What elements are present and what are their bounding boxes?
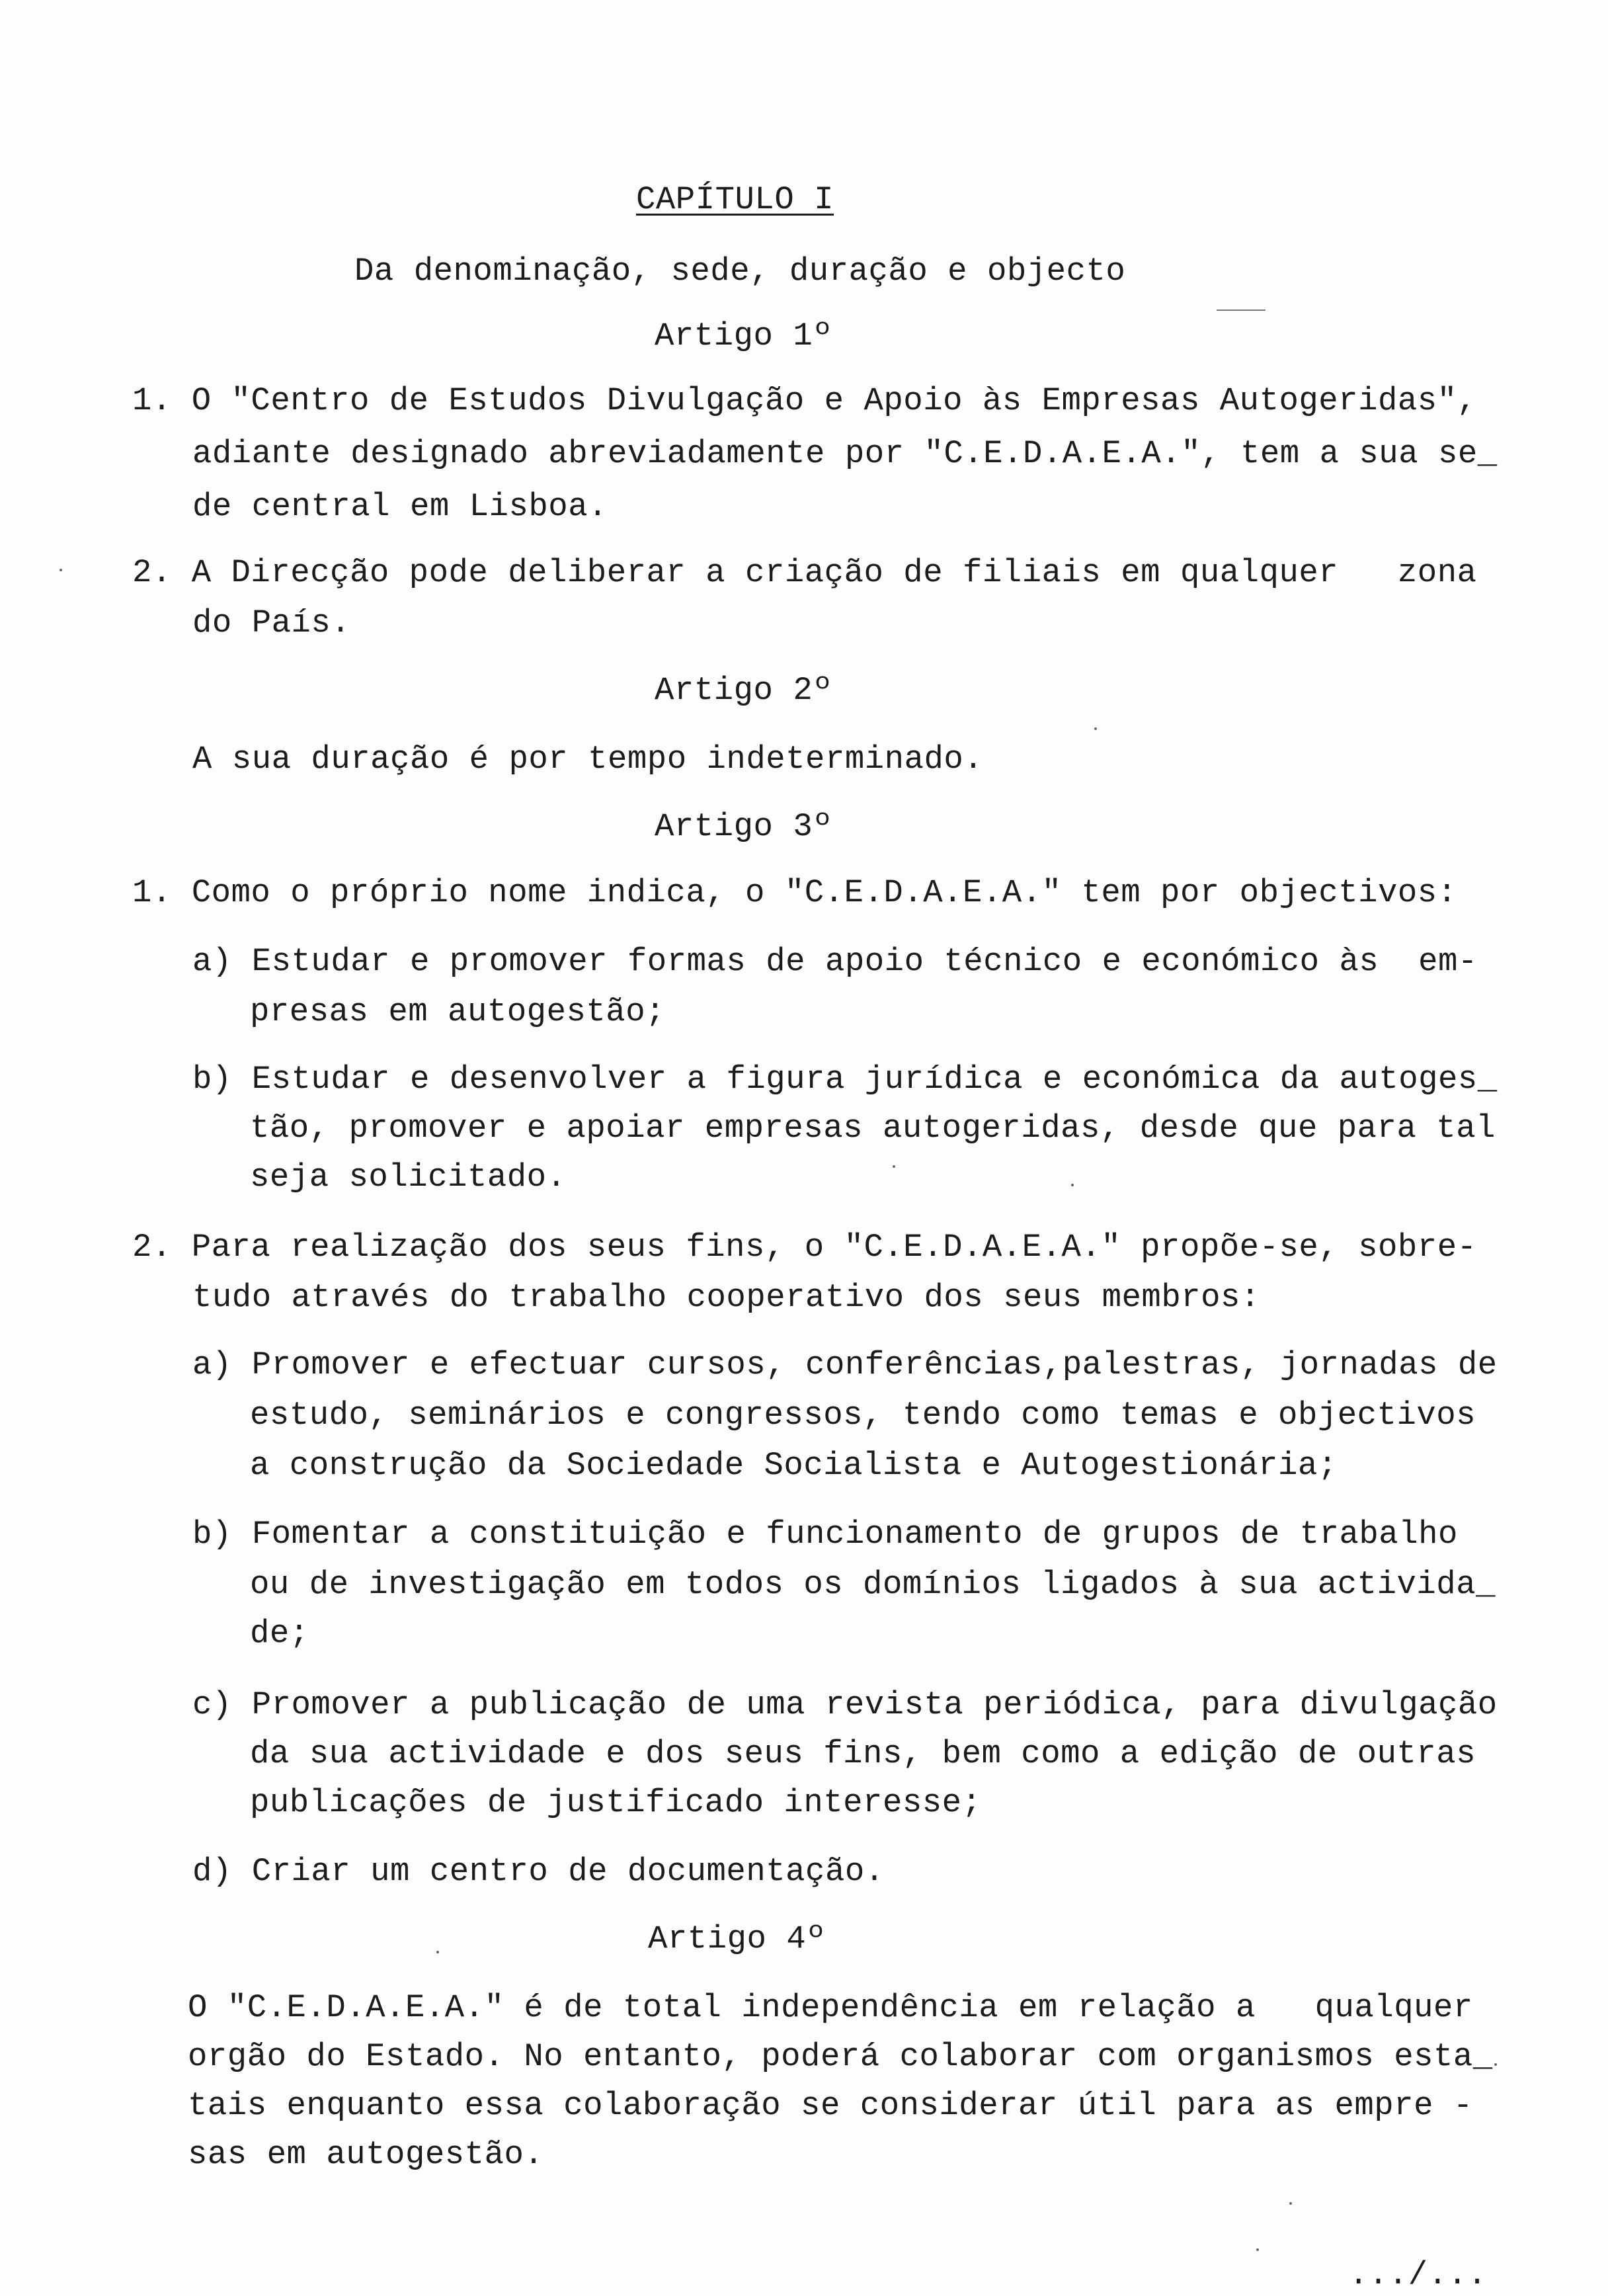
scan-speck [1494,2063,1497,2066]
article-3-line: tudo através do trabalho cooperativo dos seus membros: [192,1279,1260,1316]
article-3-line: b) Estudar e desenvolver a figura jurídica e económica da autoges_ [192,1061,1498,1098]
article-1-line: de central em Lisboa. [192,488,608,525]
article-3-line: 2. Para realização dos seus fins, o "C.E.D.A.E.A." propõe-se, sobre- [132,1229,1477,1266]
article-2-line: A sua duração é por tempo indeterminado. [192,741,984,778]
article-3-line: seja solicitado. [250,1159,567,1196]
scan-speck [1256,2248,1259,2251]
scan-speck [893,1165,895,1168]
article-1-line: adiante designado abreviadamente por "C.E.D.A.E.A.", tem a sua se_ [192,435,1498,472]
article-4-line: tais enquanto essa colaboração se considerar útil para as empre - [188,2087,1473,2124]
article-3-line: a) Estudar e promover formas de apoio técnico e económico às em- [192,943,1478,980]
article-2-title: Artigo 2º [655,672,833,709]
article-1-title: Artigo 1º [655,317,833,354]
article-3-line: de; [250,1615,309,1652]
scan-speck [60,569,62,571]
article-3-line: da sua actividade e dos seus fins, bem como a edição de outras [250,1735,1476,1772]
chapter-subheading: Da denominação, sede, duração e objecto [354,253,1126,290]
article-3-line: presas em autogestão; [250,993,666,1030]
scan-mark [1217,309,1266,311]
article-4-line: sas em autogestão. [188,2136,544,2173]
article-3-title: Artigo 3º [655,808,833,845]
article-3-line: ou de investigação em todos os domínios ligados à sua activida_ [250,1566,1496,1603]
article-3-line: publicações de justificado interesse; [250,1784,982,1821]
scan-speck [1289,2202,1292,2205]
article-3-line: c) Promover a publicação de uma revista periódica, para divulgação [192,1686,1498,1723]
chapter-heading: CAPÍTULO I [636,181,834,218]
article-3-line: d) Criar um centro de documentação. [192,1853,885,1890]
article-1-line: 1. O "Centro de Estudos Divulgação e Apoio às Empresas Autogeridas", [132,382,1477,419]
article-4-title: Artigo 4º [648,1920,826,1957]
article-1-line: 2. A Direcção pode deliberar a criação de filiais em qualquer zona [132,554,1477,591]
article-3-line: tão, promover e apoiar empresas autogeridas, desde que para tal [250,1110,1496,1147]
continuation-mark: .../... [1349,2256,1488,2293]
scan-speck [1094,727,1097,730]
article-4-line: orgão do Estado. No entanto, poderá colaborar com organismos esta_ [188,2038,1493,2075]
article-4-line: O "C.E.D.A.E.A." é de total independência em relação a qualquer [188,1989,1473,2026]
scan-speck [1071,1184,1074,1186]
article-3-line: b) Fomentar a constituição e funcionamento de grupos de trabalho [192,1516,1458,1553]
article-3-line: 1. Como o próprio nome indica, o "C.E.D.A.E.A." tem por objectivos: [132,874,1457,911]
article-3-line: a construção da Sociedade Socialista e Autogestionária; [250,1447,1338,1484]
article-3-line: a) Promover e efectuar cursos, conferências,palestras, jornadas de [192,1346,1498,1383]
scan-speck [436,1951,439,1953]
article-3-line: estudo, seminários e congressos, tendo como temas e objectivos [250,1397,1476,1434]
article-1-line: do País. [192,604,351,641]
